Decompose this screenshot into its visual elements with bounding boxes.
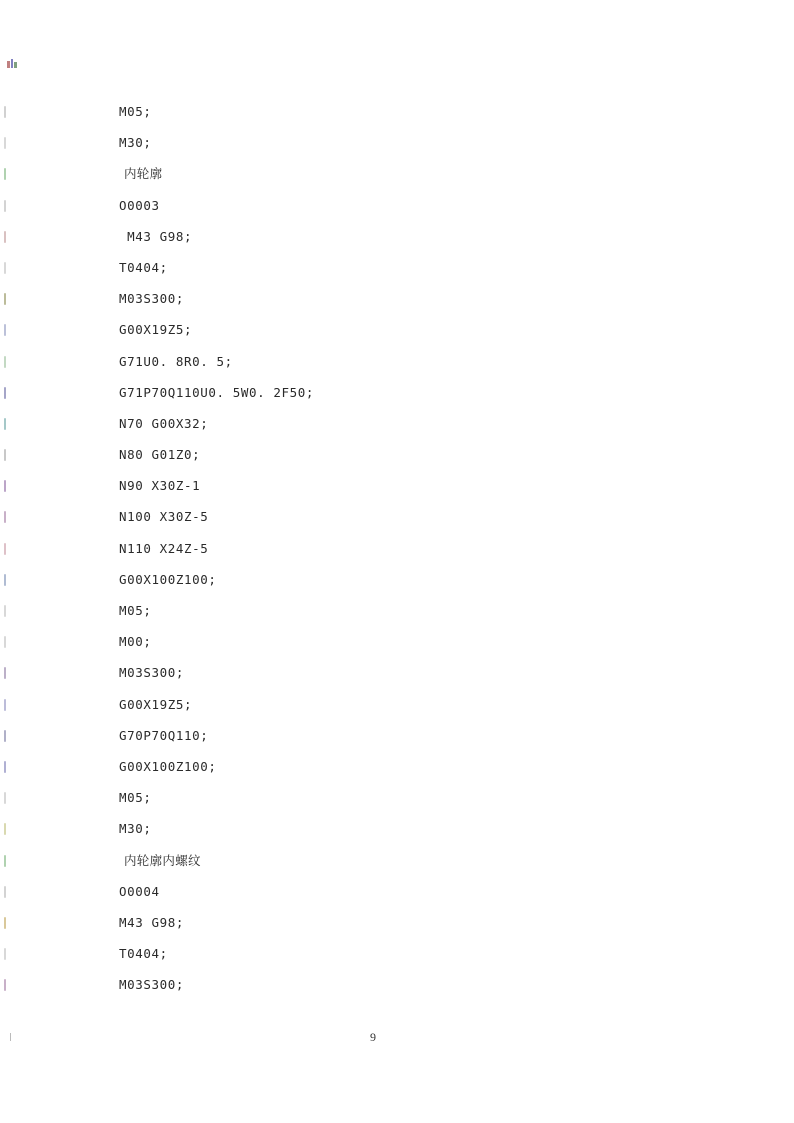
- code-line: [0, 945, 794, 976]
- code-line: [0, 415, 794, 446]
- code-text: N70 G00X32;: [119, 415, 209, 431]
- margin-tick-mark: [4, 293, 6, 305]
- section-heading: 内轮廓内螺纹: [124, 852, 201, 868]
- code-text: N90 X30Z-1: [119, 478, 201, 494]
- code-line: [0, 508, 794, 539]
- margin-tick-mark: [4, 855, 6, 867]
- margin-tick-mark: [4, 449, 6, 461]
- code-text: M05;: [119, 790, 152, 806]
- margin-tick-mark: [4, 106, 6, 118]
- code-line: [0, 602, 794, 633]
- code-text: T0404;: [119, 946, 168, 962]
- margin-tick-mark: [4, 480, 6, 492]
- code-line: [0, 633, 794, 664]
- code-line: [0, 820, 794, 851]
- nc-program-listing: [0, 103, 794, 1007]
- page-number: 9: [370, 1030, 376, 1044]
- margin-tick-mark: [4, 418, 6, 430]
- margin-tick-mark: [4, 730, 6, 742]
- code-text: N80 G01Z0;: [119, 447, 201, 463]
- margin-tick-mark: [4, 200, 6, 212]
- margin-tick-mark: [4, 137, 6, 149]
- section-heading: 内轮廓: [124, 166, 163, 182]
- code-line: [0, 259, 794, 290]
- margin-tick-mark: [4, 792, 6, 804]
- code-line: [0, 789, 794, 820]
- code-line: [0, 290, 794, 321]
- code-line: [0, 165, 794, 196]
- code-text: M03S300;: [119, 291, 185, 307]
- margin-tick-mark: [4, 979, 6, 991]
- corner-logo-mark: [6, 58, 18, 70]
- code-text: M43 G98;: [119, 914, 185, 930]
- margin-tick-mark: [4, 917, 6, 929]
- code-text: G00X100Z100;: [119, 571, 217, 587]
- code-text: M43 G98;: [119, 228, 193, 244]
- code-text: T0404;: [119, 259, 168, 275]
- code-line: [0, 852, 794, 883]
- code-line: [0, 571, 794, 602]
- code-text: M00;: [119, 634, 152, 650]
- margin-tick-mark: [4, 823, 6, 835]
- code-text: M03S300;: [119, 977, 185, 993]
- code-text: G00X100Z100;: [119, 758, 217, 774]
- code-text: G71U0. 8R0. 5;: [119, 353, 233, 369]
- code-text: O0004: [119, 883, 160, 899]
- code-text: G71P70Q110U0. 5W0. 2F50;: [119, 384, 315, 400]
- margin-tick-mark: [4, 605, 6, 617]
- code-text: M05;: [119, 603, 152, 618]
- code-line: [0, 477, 794, 508]
- code-text: M30;: [119, 135, 152, 151]
- code-line: [0, 883, 794, 914]
- code-text: M05;: [119, 104, 152, 119]
- code-line: [0, 197, 794, 228]
- margin-tick-mark: [4, 574, 6, 586]
- code-text: G70P70Q110;: [119, 727, 209, 743]
- code-text: O0003: [119, 197, 160, 213]
- code-line: [0, 914, 794, 945]
- margin-tick-mark: [4, 886, 6, 898]
- margin-tick-mark: [4, 636, 6, 648]
- code-line: [0, 384, 794, 415]
- margin-tick-mark: [4, 948, 6, 960]
- code-line: [0, 353, 794, 384]
- margin-tick-mark: [4, 231, 6, 243]
- code-text: N110 X24Z-5: [119, 540, 209, 556]
- code-line: [0, 976, 794, 1007]
- code-line: [0, 664, 794, 695]
- margin-tick-mark: [4, 543, 6, 555]
- footer-margin-mark: [10, 1033, 11, 1041]
- code-line: [0, 134, 794, 165]
- code-line: [0, 103, 794, 134]
- margin-tick-mark: [4, 324, 6, 336]
- margin-tick-mark: [4, 262, 6, 274]
- code-line: [0, 446, 794, 477]
- code-text: G00X19Z5;: [119, 696, 193, 712]
- margin-tick-mark: [4, 699, 6, 711]
- code-text: M03S300;: [119, 665, 185, 681]
- margin-tick-mark: [4, 356, 6, 368]
- margin-tick-mark: [4, 511, 6, 523]
- margin-tick-mark: [4, 387, 6, 399]
- code-line: [0, 228, 794, 259]
- code-line: [0, 540, 794, 571]
- code-line: [0, 727, 794, 758]
- margin-tick-mark: [4, 761, 6, 773]
- code-line: [0, 758, 794, 789]
- code-text: N100 X30Z-5: [119, 509, 209, 525]
- margin-tick-mark: [4, 168, 6, 180]
- code-line: [0, 321, 794, 352]
- margin-tick-mark: [4, 667, 6, 679]
- code-text: G00X19Z5;: [119, 322, 193, 338]
- code-text: M30;: [119, 821, 152, 837]
- code-line: [0, 696, 794, 727]
